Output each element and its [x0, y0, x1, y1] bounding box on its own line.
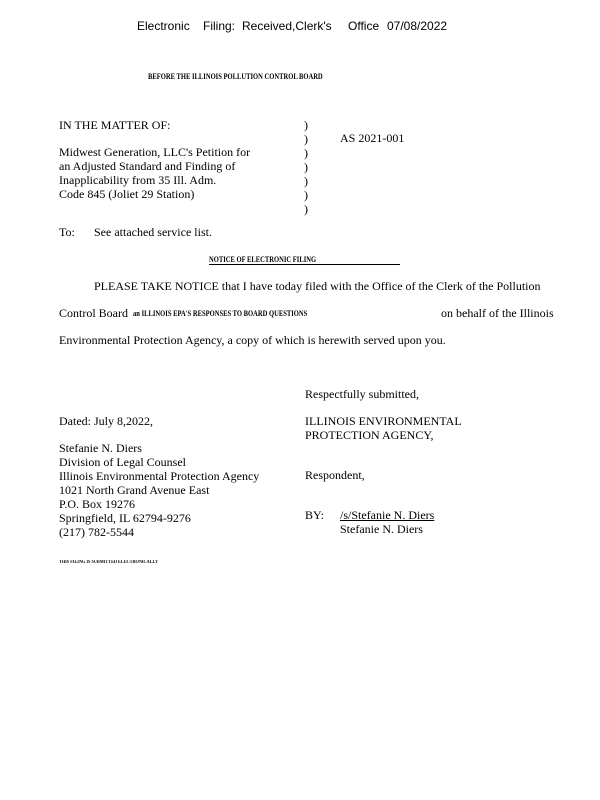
notice-line-2-start: Control Board — [59, 306, 128, 320]
by-label: BY: — [305, 508, 324, 522]
paren: ) — [304, 146, 308, 160]
stamp-office: Office — [348, 19, 380, 33]
notice-line-1: PLEASE TAKE NOTICE that I have today filed with the Office of the Clerk of the Pollution — [94, 279, 541, 293]
petition-line: Midwest Generation, LLC's Petition for — [59, 145, 251, 159]
stamp-date: 07/08/2022 — [387, 19, 448, 33]
to-value: See attached service list. — [94, 225, 212, 239]
notice-line-3: Environmental Protection Agency, a copy of which is herewith served upon you. — [59, 333, 446, 347]
contact-line: 1021 North Grand Avenue East — [59, 483, 210, 497]
paren: ) — [304, 188, 308, 202]
paren: ) — [304, 202, 308, 216]
notice-title-underline — [209, 264, 400, 265]
contact-line: (217) 782-5544 — [59, 525, 134, 539]
paren: ) — [304, 118, 308, 132]
board-heading: BEFORE THE ILLINOIS POLLUTION CONTROL BOARD — [148, 72, 323, 81]
in-the-matter-of: IN THE MATTER OF: — [59, 118, 171, 132]
petition-line: Code 845 (Joliet 29 Station) — [59, 187, 195, 201]
paren: ) — [304, 132, 308, 146]
agency-line: PROTECTION AGENCY, — [305, 428, 434, 442]
respectfully-submitted: Respectfully submitted, — [305, 387, 419, 401]
contact-line: Springfield, IL 62794-9276 — [59, 511, 191, 525]
agency-name — [305, 414, 462, 442]
petition-line: an Adjusted Standard and Finding of — [59, 159, 236, 173]
contact-line: P.O. Box 19276 — [59, 497, 136, 511]
paren: ) — [304, 174, 308, 188]
paren-column — [304, 118, 308, 216]
signer-name: Stefanie N. Diers — [340, 522, 423, 536]
contact-line: Stefanie N. Diers — [59, 441, 142, 455]
stamp-filing: Filing: — [203, 19, 236, 33]
contact-line: Illinois Environmental Protection Agency — [59, 469, 260, 483]
document-title: an ILLINOIS EPA'S RESPONSES TO BOARD QUESTIONS — [133, 309, 308, 318]
contact-line: Division of Legal Counsel — [59, 455, 186, 469]
notice-line-2-end: on behalf of the Illinois — [441, 306, 554, 320]
petition-block — [59, 145, 250, 201]
petition-line: Inapplicability from 35 Ill. Adm. — [59, 173, 217, 187]
respondent: Respondent, — [305, 468, 365, 482]
footer-note: THIS FILING IS SUBMITTED ELECTRONICALLY — [59, 560, 159, 565]
case-number: AS 2021-001 — [340, 131, 405, 145]
contact-block — [59, 441, 259, 539]
to-label: To: — [59, 225, 75, 239]
stamp-electronic: Electronic — [137, 19, 190, 33]
agency-line: ILLINOIS ENVIRONMENTAL — [305, 414, 462, 428]
electronic-signature: /s/Stefanie N. Diers — [340, 508, 435, 522]
paren: ) — [304, 160, 308, 174]
dated: Dated: July 8,2022, — [59, 414, 153, 428]
stamp-received: Received,Clerk's — [242, 19, 332, 33]
notice-title: NOTICE OF ELECTRONIC FILING — [209, 255, 317, 264]
